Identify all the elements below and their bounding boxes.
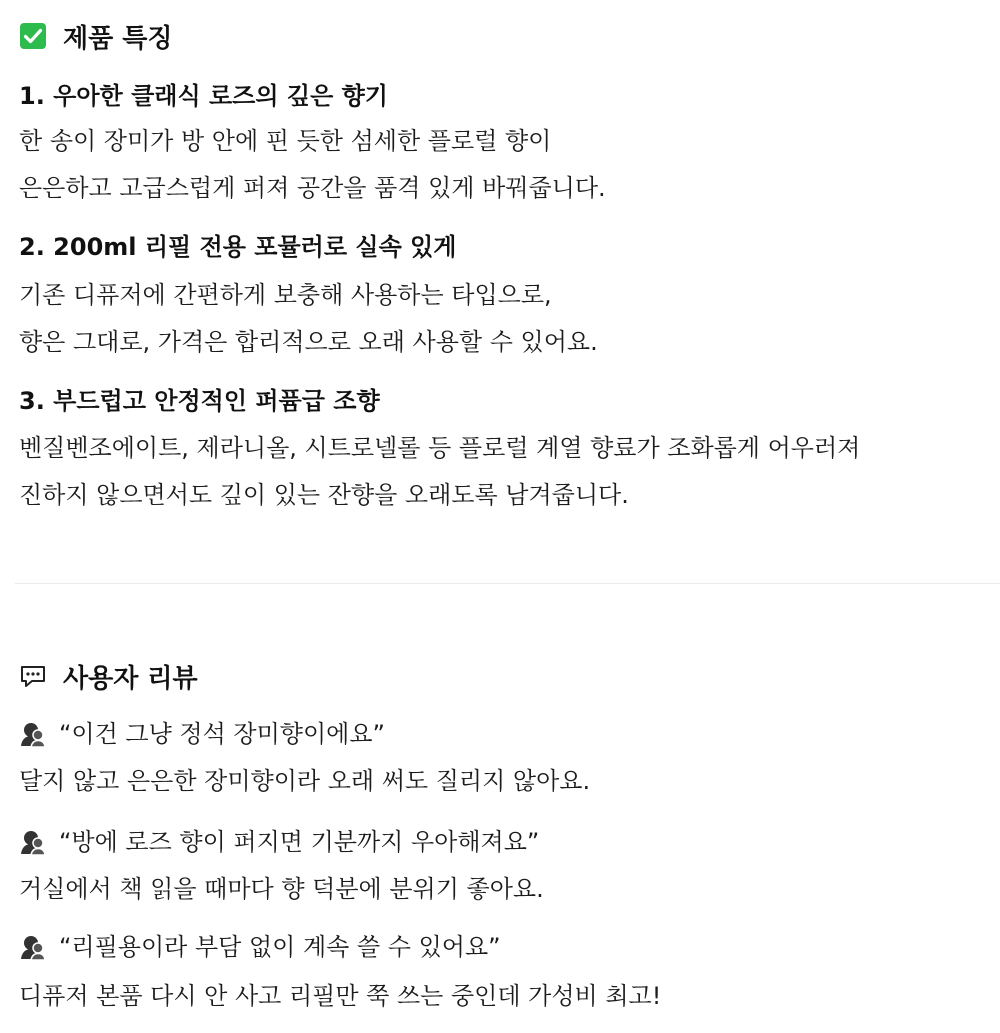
feature-text-3a: 벤질벤조에이트, 제라니올, 시트로넬롤 등 플로럴 계열 향료가 조화롭게 어우러져	[19, 434, 861, 462]
feature-heading-3: 3. 부드럽고 안정적인 퍼퓸급 조향	[19, 387, 380, 415]
reviews-section-title	[19, 656, 198, 696]
feature-text-1a: 한 송이 장미가 방 안에 핀 듯한 섬세한 플로럴 향이	[19, 127, 552, 155]
check-mark-button-icon	[19, 22, 47, 50]
features-section-title	[19, 16, 173, 56]
reviews-title-text: 사용자 리뷰	[63, 663, 198, 694]
review-body-2: 거실에서 책 읽을 때마다 향 덕분에 분위기 좋아요.	[19, 875, 544, 903]
feature-heading-1: 1. 우아한 클래식 로즈의 깊은 향기	[19, 82, 388, 110]
feature-text-2b: 향은 그대로, 가격은 합리적으로 오래 사용할 수 있어요.	[19, 328, 598, 356]
review-quote-1	[19, 718, 385, 750]
feature-heading-2: 2. 200ml 리필 전용 포뮬러로 실속 있게	[19, 233, 457, 261]
review-quote-text-3: “리필용이라 부담 없이 계속 쓸 수 있어요”	[59, 933, 501, 961]
review-quote-2	[19, 826, 539, 858]
feature-text-2a: 기존 디퓨저에 간편하게 보충해 사용하는 타입으로,	[19, 281, 552, 309]
features-title-text: 제품 특징	[63, 23, 173, 54]
feature-text-1b: 은은하고 고급스럽게 퍼져 공간을 품격 있게 바꿔줍니다.	[19, 174, 606, 202]
review-body-3: 디퓨저 본품 다시 안 사고 리필만 쭉 쓰는 중인데 가성비 최고!	[19, 982, 662, 1010]
person-silhouette-icon	[19, 828, 47, 856]
review-quote-text-1: “이건 그냥 정석 장미향이에요”	[59, 720, 385, 748]
person-silhouette-icon	[19, 933, 47, 961]
feature-text-3b: 진하지 않으면서도 깊이 있는 잔향을 오래도록 남겨줍니다.	[19, 481, 629, 509]
person-silhouette-icon	[19, 720, 47, 748]
speech-balloon-icon	[19, 662, 47, 690]
review-quote-3	[19, 931, 501, 963]
review-body-1: 달지 않고 은은한 장미향이라 오래 써도 질리지 않아요.	[19, 767, 591, 795]
review-quote-text-2: “방에 로즈 향이 퍼지면 기분까지 우아해져요”	[59, 828, 540, 856]
section-divider	[15, 583, 1000, 584]
